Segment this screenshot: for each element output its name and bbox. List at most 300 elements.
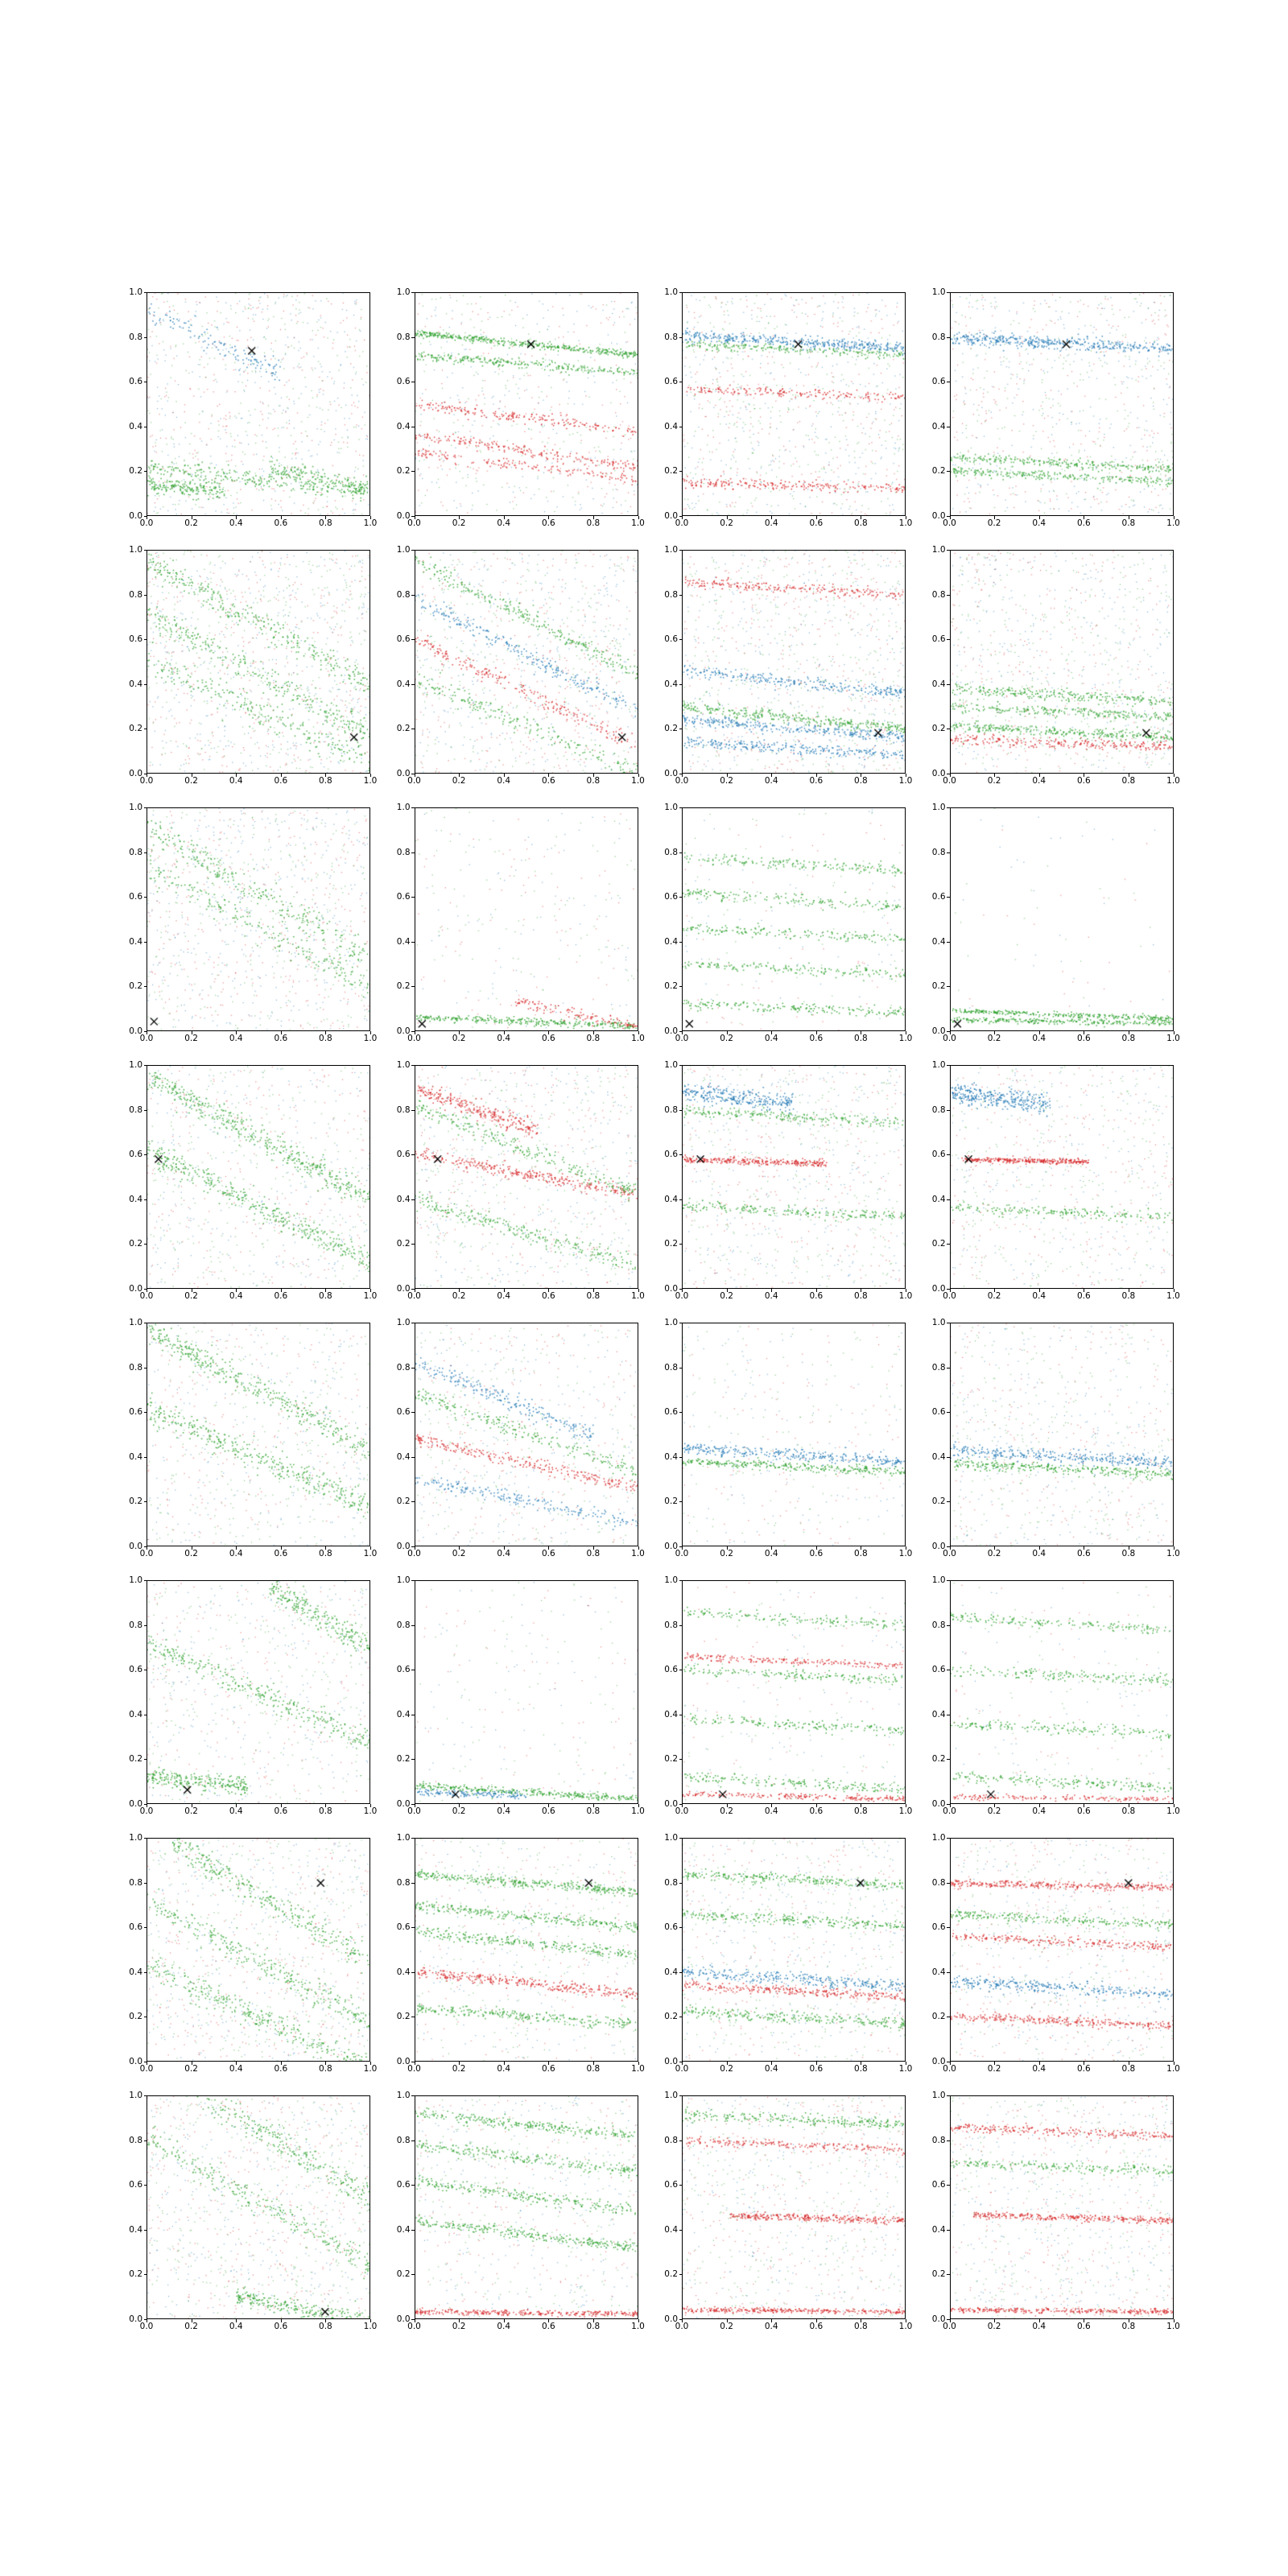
y-axis-tick-labels (664, 1060, 680, 1294)
x-tick-label: 0.6 (1076, 1806, 1091, 1816)
y-axis-tick-labels (129, 545, 145, 778)
y-tick-mark (144, 1289, 147, 1290)
plot-area (950, 550, 1174, 774)
y-axis-tick-labels (129, 1833, 145, 2066)
y-tick-label: 1.0 (129, 1833, 142, 1843)
x-tick-label: 0.2 (184, 1291, 198, 1301)
y-tick-label: 0.8 (931, 1104, 946, 1115)
subplot-panel (129, 543, 397, 801)
y-axis-tick-labels (396, 1318, 413, 1551)
y-tick-label: 0.6 (129, 1922, 142, 1933)
y-tick-label: 0.4 (396, 679, 411, 689)
x-tick-label: 0.4 (1032, 1034, 1046, 1043)
y-tick-label: 0.8 (931, 1877, 946, 1888)
x-tick-label: 0.6 (809, 1034, 824, 1043)
y-axis-tick-labels (931, 287, 948, 521)
y-tick-mark (679, 2319, 683, 2320)
x-axis-tick-labels (943, 518, 1180, 531)
y-tick-label: 0.2 (396, 1754, 411, 1765)
y-tick-label: 0.2 (396, 2012, 411, 2022)
x-tick-label: 0.6 (541, 2064, 555, 2074)
y-tick-label: 0.0 (931, 769, 946, 778)
y-tick-label: 0.6 (664, 1407, 678, 1418)
x-axis-tick-labels (675, 1291, 913, 1304)
x-tick-label: 0.2 (720, 1806, 733, 1816)
x-tick-label: 0.4 (764, 776, 778, 786)
scatter-canvas (951, 1066, 1173, 1288)
subplot-panel (397, 286, 665, 543)
x-tick-label: 0.0 (943, 1549, 956, 1558)
x-tick-label: 0.0 (675, 2322, 689, 2331)
y-tick-label: 1.0 (664, 1575, 678, 1585)
y-tick-label: 0.6 (931, 1407, 946, 1418)
x-tick-label: 0.4 (497, 2322, 511, 2331)
x-tick-label: 0.6 (809, 776, 824, 786)
scatter-canvas (147, 1323, 369, 1546)
y-tick-label: 0.6 (129, 377, 142, 387)
x-tick-label: 0.6 (274, 1034, 288, 1043)
x-axis-tick-labels (943, 1034, 1180, 1046)
x-tick-label: 0.2 (184, 1549, 198, 1558)
y-tick-label: 0.0 (664, 1799, 678, 1809)
y-axis-tick-labels (931, 1060, 948, 1294)
y-tick-label: 0.0 (931, 2314, 946, 2324)
scatter-canvas (683, 293, 905, 515)
subplot-panel (932, 1316, 1200, 1574)
y-tick-label: 0.6 (396, 634, 411, 645)
x-tick-label: 0.8 (1121, 2322, 1136, 2331)
x-tick-label: 0.0 (407, 1549, 421, 1558)
x-tick-label: 0.2 (987, 776, 1001, 786)
x-axis-tick-labels (675, 776, 913, 789)
scatter-canvas (951, 808, 1173, 1030)
y-tick-label: 0.0 (129, 1284, 142, 1294)
y-tick-mark (144, 1804, 147, 1805)
y-tick-label: 1.0 (931, 545, 946, 555)
y-tick-label: 0.2 (931, 981, 946, 992)
x-tick-label: 0.4 (764, 2064, 778, 2074)
subplot-panel (397, 1059, 665, 1316)
x-tick-label: 0.2 (720, 776, 733, 786)
y-tick-label: 0.4 (931, 936, 946, 947)
y-tick-label: 0.4 (664, 1451, 678, 1462)
y-tick-label: 0.8 (664, 332, 678, 342)
y-tick-label: 0.0 (931, 1799, 946, 1809)
x-tick-label: 0.8 (1121, 1806, 1136, 1816)
y-axis-tick-labels (931, 1575, 948, 1809)
y-tick-label: 1.0 (129, 1575, 142, 1585)
scatter-canvas (951, 551, 1173, 773)
y-axis-tick-labels (931, 545, 948, 778)
x-tick-label: 0.6 (809, 1549, 824, 1558)
x-tick-label: 1.0 (363, 1034, 378, 1043)
y-tick-label: 0.4 (664, 1709, 678, 1719)
y-tick-label: 0.2 (129, 724, 142, 734)
x-tick-label: 0.8 (586, 1806, 601, 1816)
y-tick-label: 0.6 (129, 1665, 142, 1675)
y-tick-label: 0.6 (664, 377, 678, 387)
y-tick-label: 0.4 (931, 679, 946, 689)
y-tick-label: 0.2 (664, 1239, 678, 1249)
y-tick-mark (411, 516, 415, 517)
x-axis-tick-labels (407, 2064, 645, 2077)
x-axis-tick-labels (407, 2322, 645, 2334)
y-tick-label: 1.0 (129, 1060, 142, 1070)
y-tick-label: 0.4 (129, 2224, 142, 2235)
scatter-canvas (683, 1323, 905, 1546)
x-tick-label: 1.0 (631, 2322, 645, 2331)
x-tick-label: 0.2 (184, 518, 198, 528)
y-tick-label: 0.8 (129, 847, 142, 857)
y-tick-label: 0.0 (129, 769, 142, 778)
y-tick-mark (411, 1289, 415, 1290)
x-tick-label: 0.0 (139, 776, 154, 786)
x-tick-label: 0.2 (987, 2322, 1001, 2331)
y-axis-tick-labels (664, 287, 680, 521)
y-axis-tick-labels (664, 2091, 680, 2324)
y-tick-label: 1.0 (931, 287, 946, 297)
subplot-panel (129, 1574, 397, 1831)
subplot-panel (664, 1831, 932, 2089)
scatter-canvas (415, 293, 638, 515)
plot-area (147, 2095, 370, 2319)
x-tick-label: 0.8 (319, 1291, 332, 1301)
y-tick-label: 0.0 (129, 2057, 142, 2066)
y-axis-tick-labels (129, 1318, 145, 1551)
subplot-panel (397, 801, 665, 1059)
y-tick-label: 0.4 (396, 421, 411, 431)
y-tick-mark (144, 1031, 147, 1032)
x-tick-label: 0.8 (854, 776, 868, 786)
y-tick-mark (679, 1804, 683, 1805)
x-tick-label: 0.2 (184, 776, 198, 786)
y-tick-mark (144, 1546, 147, 1547)
x-tick-label: 0.4 (1032, 1291, 1046, 1301)
x-tick-label: 0.4 (1032, 1806, 1046, 1816)
x-tick-label: 0.4 (1032, 518, 1046, 528)
y-axis-tick-labels (931, 2091, 948, 2324)
plot-area (147, 1065, 370, 1289)
x-axis-tick-labels (407, 518, 645, 531)
plot-area (415, 1065, 638, 1289)
y-tick-label: 1.0 (664, 1318, 678, 1327)
y-tick-mark (947, 516, 950, 517)
x-tick-label: 1.0 (631, 518, 645, 528)
x-tick-label: 0.0 (675, 1291, 689, 1301)
x-tick-label: 0.4 (229, 2064, 243, 2074)
y-tick-label: 0.8 (396, 2135, 411, 2145)
x-tick-label: 0.6 (274, 1806, 288, 1816)
y-tick-label: 0.8 (129, 332, 142, 342)
subplot-panel (932, 801, 1200, 1059)
x-tick-label: 0.2 (452, 2064, 466, 2074)
x-tick-label: 0.4 (229, 1291, 243, 1301)
x-tick-label: 0.6 (541, 1806, 555, 1816)
plot-area (415, 292, 638, 516)
y-tick-label: 0.2 (931, 466, 946, 477)
x-tick-label: 0.0 (675, 1806, 689, 1816)
y-tick-mark (679, 516, 683, 517)
x-axis-tick-labels (407, 1806, 645, 1819)
plot-area (147, 807, 370, 1031)
x-tick-label: 0.4 (497, 776, 511, 786)
y-tick-label: 0.8 (931, 1620, 946, 1630)
x-tick-label: 0.0 (943, 2064, 956, 2074)
y-tick-label: 0.2 (664, 2269, 678, 2280)
y-tick-label: 0.4 (129, 421, 142, 431)
plot-area (950, 2095, 1174, 2319)
x-tick-label: 1.0 (363, 2322, 378, 2331)
x-tick-label: 0.4 (229, 2322, 243, 2331)
y-tick-label: 0.6 (664, 1665, 678, 1675)
y-tick-label: 1.0 (931, 1318, 946, 1327)
y-tick-label: 0.6 (129, 1150, 142, 1160)
x-axis-tick-labels (943, 2064, 1180, 2077)
plot-area (682, 2095, 906, 2319)
x-axis-tick-labels (407, 1291, 645, 1304)
subplot-panel (397, 1574, 665, 1831)
y-tick-label: 1.0 (664, 545, 678, 555)
y-tick-label: 0.4 (129, 679, 142, 689)
subplot-panel (932, 1059, 1200, 1316)
y-tick-label: 0.6 (664, 892, 678, 902)
y-tick-label: 0.6 (396, 1407, 411, 1418)
x-tick-label: 0.6 (1076, 2064, 1091, 2074)
subplot-panel (664, 543, 932, 801)
y-tick-label: 1.0 (396, 545, 411, 555)
x-tick-label: 0.4 (229, 1806, 243, 1816)
y-axis-tick-labels (396, 287, 413, 521)
x-axis-tick-labels (139, 1291, 378, 1304)
x-tick-label: 0.8 (854, 1034, 868, 1043)
y-tick-label: 0.8 (931, 1362, 946, 1373)
x-tick-label: 0.0 (139, 2322, 154, 2331)
x-tick-label: 0.0 (407, 2322, 421, 2331)
x-axis-tick-labels (943, 2322, 1180, 2334)
x-tick-label: 0.0 (943, 1806, 956, 1816)
x-axis-tick-labels (139, 776, 378, 789)
y-tick-label: 0.2 (396, 1239, 411, 1249)
y-tick-label: 0.0 (931, 2057, 946, 2066)
x-tick-label: 0.0 (407, 2064, 421, 2074)
x-tick-label: 0.6 (809, 2322, 824, 2331)
x-tick-label: 0.2 (184, 2064, 198, 2074)
x-tick-label: 0.2 (452, 776, 466, 786)
y-tick-label: 0.4 (396, 936, 411, 947)
subplot-panel (932, 1574, 1200, 1831)
x-tick-label: 1.0 (898, 1034, 913, 1043)
x-tick-label: 0.2 (987, 1034, 1001, 1043)
plot-area (950, 807, 1174, 1031)
subplot-panel (664, 1574, 932, 1831)
x-axis-tick-labels (943, 1291, 1180, 1304)
y-tick-label: 1.0 (129, 287, 142, 297)
y-tick-label: 0.0 (396, 1799, 411, 1809)
x-tick-label: 0.6 (809, 1291, 824, 1301)
subplot-panel (664, 286, 932, 543)
y-tick-label: 0.4 (664, 2224, 678, 2235)
x-tick-label: 0.8 (1121, 1549, 1136, 1558)
subplot-panel (129, 801, 397, 1059)
y-tick-label: 0.8 (664, 2135, 678, 2145)
scatter-canvas (683, 2096, 905, 2318)
y-tick-mark (679, 1546, 683, 1547)
plot-area (950, 292, 1174, 516)
y-tick-label: 0.8 (396, 1104, 411, 1115)
x-axis-tick-labels (139, 1549, 378, 1562)
scatter-canvas (415, 1323, 638, 1546)
y-tick-label: 0.4 (396, 1451, 411, 1462)
y-tick-label: 0.8 (396, 1362, 411, 1373)
x-tick-label: 0.6 (541, 1034, 555, 1043)
x-tick-label: 1.0 (631, 1034, 645, 1043)
x-tick-label: 0.8 (854, 1291, 868, 1301)
x-tick-label: 0.0 (407, 1291, 421, 1301)
y-tick-label: 0.8 (396, 332, 411, 342)
x-tick-label: 0.0 (943, 1291, 956, 1301)
y-tick-mark (144, 2319, 147, 2320)
subplot-panel (129, 1831, 397, 2089)
y-tick-label: 1.0 (931, 1575, 946, 1585)
y-tick-label: 0.8 (931, 589, 946, 600)
x-tick-label: 0.2 (720, 2064, 733, 2074)
plot-area (950, 1838, 1174, 2062)
y-tick-label: 1.0 (396, 1833, 411, 1843)
x-tick-label: 0.0 (943, 518, 956, 528)
x-tick-label: 0.4 (497, 1806, 511, 1816)
y-tick-label: 0.2 (396, 981, 411, 992)
subplot-panel (664, 1316, 932, 1574)
y-tick-label: 0.8 (129, 1104, 142, 1115)
y-tick-label: 1.0 (396, 287, 411, 297)
scatter-canvas (147, 1581, 369, 1803)
y-tick-label: 0.8 (931, 332, 946, 342)
x-tick-label: 1.0 (1166, 2064, 1180, 2074)
y-axis-tick-labels (396, 803, 413, 1036)
x-tick-label: 1.0 (631, 1549, 645, 1558)
y-tick-label: 0.4 (931, 1194, 946, 1204)
y-tick-label: 0.2 (129, 981, 142, 992)
x-tick-label: 0.2 (720, 518, 733, 528)
x-tick-label: 0.8 (319, 1549, 332, 1558)
y-tick-label: 0.4 (396, 1709, 411, 1719)
plot-area (147, 1323, 370, 1546)
y-tick-label: 0.8 (129, 1620, 142, 1630)
y-tick-label: 0.0 (664, 769, 678, 778)
x-tick-label: 0.4 (229, 1549, 243, 1558)
x-tick-label: 0.4 (764, 1806, 778, 1816)
subplot-panel (129, 2089, 397, 2347)
y-tick-label: 0.8 (664, 589, 678, 600)
y-tick-label: 0.8 (396, 847, 411, 857)
y-tick-label: 0.6 (931, 634, 946, 645)
x-tick-label: 0.2 (452, 1034, 466, 1043)
y-tick-label: 0.0 (396, 2057, 411, 2066)
x-axis-tick-labels (139, 1034, 378, 1046)
x-tick-label: 0.6 (541, 1291, 555, 1301)
x-tick-label: 1.0 (1166, 518, 1180, 528)
x-tick-label: 0.6 (274, 776, 288, 786)
y-tick-label: 0.0 (931, 1542, 946, 1551)
y-tick-label: 0.2 (129, 2269, 142, 2280)
y-tick-label: 0.0 (396, 1026, 411, 1036)
y-tick-label: 0.8 (129, 1877, 142, 1888)
y-tick-label: 0.2 (129, 2012, 142, 2022)
y-axis-tick-labels (129, 803, 145, 1036)
x-tick-label: 0.8 (854, 2322, 868, 2331)
y-tick-label: 0.6 (396, 2180, 411, 2190)
y-tick-label: 0.8 (396, 1620, 411, 1630)
x-tick-label: 0.0 (139, 518, 154, 528)
x-tick-label: 1.0 (1166, 2322, 1180, 2331)
y-tick-label: 0.8 (396, 1877, 411, 1888)
x-tick-label: 0.2 (452, 1806, 466, 1816)
x-tick-label: 0.6 (809, 2064, 824, 2074)
x-tick-label: 0.6 (1076, 1034, 1091, 1043)
x-tick-label: 0.0 (139, 1291, 154, 1301)
x-tick-label: 0.2 (987, 2064, 1001, 2074)
x-tick-label: 0.6 (809, 518, 824, 528)
x-tick-label: 0.0 (407, 1806, 421, 1816)
y-tick-label: 0.2 (396, 724, 411, 734)
scatter-canvas (147, 1066, 369, 1288)
plot-area (415, 2095, 638, 2319)
x-tick-label: 1.0 (363, 1549, 378, 1558)
y-tick-label: 0.4 (931, 421, 946, 431)
x-tick-label: 0.2 (452, 2322, 466, 2331)
y-tick-label: 0.6 (664, 634, 678, 645)
y-axis-tick-labels (129, 1060, 145, 1294)
plot-area (147, 292, 370, 516)
x-tick-label: 0.8 (319, 2322, 332, 2331)
y-tick-label: 0.0 (664, 2314, 678, 2324)
y-tick-label: 0.2 (396, 466, 411, 477)
plot-area (950, 1065, 1174, 1289)
x-tick-label: 1.0 (363, 1806, 378, 1816)
y-tick-label: 0.4 (129, 1967, 142, 1977)
y-tick-label: 1.0 (396, 2091, 411, 2100)
x-tick-label: 1.0 (631, 2064, 645, 2074)
y-axis-tick-labels (931, 1318, 948, 1551)
y-tick-label: 0.0 (931, 1284, 946, 1294)
y-tick-mark (679, 1031, 683, 1032)
y-tick-label: 0.8 (129, 2135, 142, 2145)
y-tick-mark (947, 1031, 950, 1032)
x-tick-label: 0.2 (720, 1034, 733, 1043)
x-tick-label: 0.2 (184, 2322, 198, 2331)
y-tick-label: 0.6 (129, 892, 142, 902)
x-tick-label: 1.0 (898, 2322, 913, 2331)
x-axis-tick-labels (675, 2322, 913, 2334)
y-tick-label: 0.0 (396, 511, 411, 521)
subplot-panel (129, 1316, 397, 1574)
scatter-canvas (147, 808, 369, 1030)
x-tick-label: 0.2 (184, 1034, 198, 1043)
x-tick-label: 0.8 (854, 518, 868, 528)
y-axis-tick-labels (664, 545, 680, 778)
scatter-canvas (147, 551, 369, 773)
y-tick-mark (411, 2319, 415, 2320)
y-tick-label: 0.0 (396, 1284, 411, 1294)
x-tick-label: 0.4 (764, 1549, 778, 1558)
y-axis-tick-labels (129, 287, 145, 521)
x-axis-tick-labels (139, 1806, 378, 1819)
x-tick-label: 0.6 (1076, 776, 1091, 786)
scatter-canvas (415, 1839, 638, 2061)
y-tick-mark (679, 1289, 683, 1290)
x-axis-tick-labels (943, 1549, 1180, 1562)
y-tick-label: 0.4 (931, 1451, 946, 1462)
